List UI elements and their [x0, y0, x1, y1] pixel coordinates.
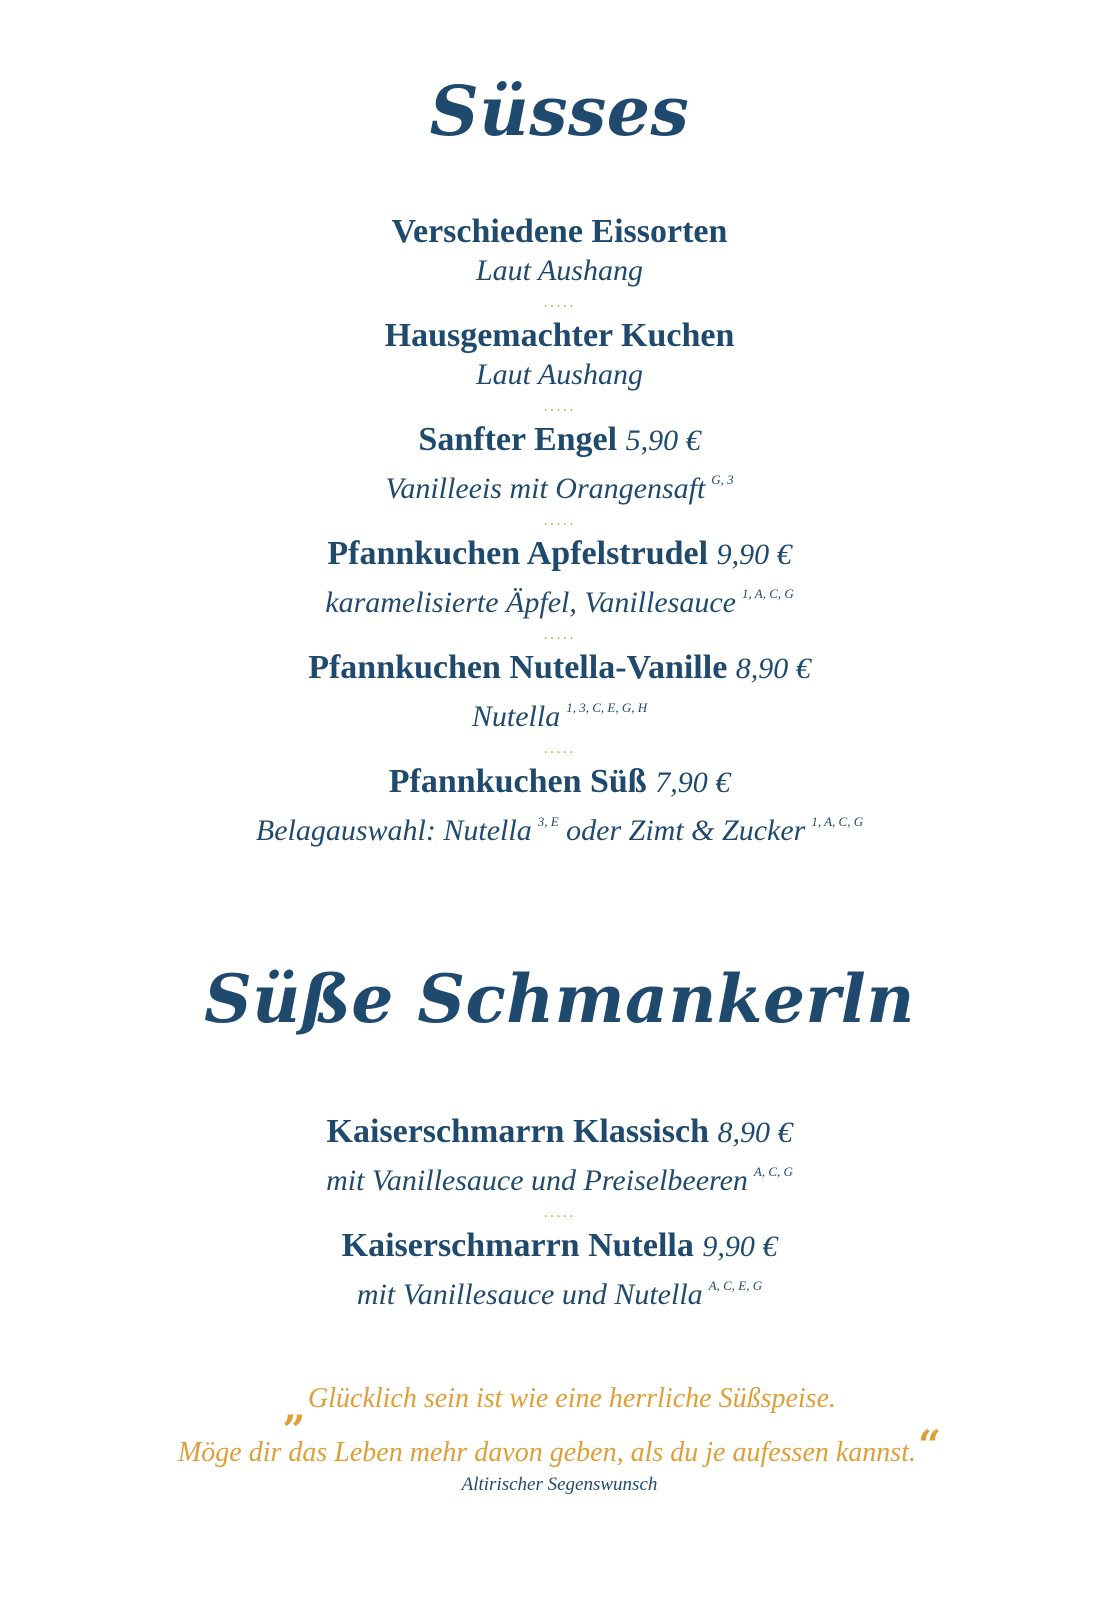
allergen-codes: 1, A, C, G — [741, 586, 794, 601]
item-name: Hausgemachter Kuchen — [384, 317, 735, 354]
allergen-codes: 1, 3, C, E, G, H — [566, 700, 648, 715]
menu-item — [0, 534, 1119, 622]
blessing-quote — [0, 1380, 1119, 1472]
item-description: Vanilleeis mit Orangensaft — [385, 472, 706, 505]
item-description: Nutella — [471, 700, 561, 733]
open-quote-icon: „ — [283, 1384, 307, 1431]
quote-line-2: Möge dir das Leben mehr davon geben, als du je aufessen kannst. — [177, 1437, 916, 1468]
separator-dots: ..... — [543, 295, 576, 311]
item-price: 8,90 € — [735, 652, 811, 685]
allergen-codes: 3, E — [537, 814, 559, 829]
allergen-codes: A, C, G — [753, 1164, 793, 1179]
menu-list-schmankerln — [0, 1112, 1119, 1314]
separator-dots: ..... — [543, 741, 576, 757]
menu-item — [0, 1226, 1119, 1314]
item-price: 8,90 € — [717, 1116, 793, 1149]
separator-dots: ..... — [543, 1205, 576, 1221]
item-description: Belagauswahl: Nutella — [255, 814, 532, 847]
allergen-codes: 1, A, C, G — [811, 814, 864, 829]
menu-item — [0, 420, 1119, 508]
item-description: karamelisierte Äpfel, Vanillesauce — [325, 586, 736, 619]
item-price: 5,90 € — [625, 424, 701, 457]
separator-dots: ..... — [543, 513, 576, 529]
item-price: 9,90 € — [702, 1230, 778, 1263]
item-description-alt: oder Zimt & Zucker — [566, 814, 806, 847]
menu-item — [0, 316, 1119, 394]
close-quote-icon: “ — [917, 1422, 941, 1469]
item-name: Sanfter Engel — [418, 421, 618, 458]
item-price: 9,90 € — [716, 538, 792, 571]
item-name: Verschiedene Eissorten — [391, 213, 728, 250]
item-name: Kaiserschmarrn Nutella — [341, 1227, 694, 1264]
quote-source: Altirischer Segenswunsch — [461, 1474, 658, 1495]
allergen-codes: A, C, E, G — [708, 1278, 763, 1293]
item-name: Pfannkuchen Nutella-Vanille — [308, 649, 728, 686]
section-title-schmankerln: Süße Schmankerln — [204, 960, 915, 1038]
item-description: Laut Aushang — [476, 254, 643, 287]
item-name: Pfannkuchen Süß — [388, 763, 647, 800]
separator-dots: ..... — [543, 627, 576, 643]
quote-line-1: Glücklich sein ist wie eine herrliche Süßspeise. — [308, 1383, 836, 1414]
item-name: Pfannkuchen Apfelstrudel — [327, 535, 709, 572]
item-description: mit Vanillesauce und Nutella — [356, 1278, 703, 1311]
allergen-codes: G, 3 — [711, 472, 734, 487]
menu-item — [0, 1112, 1119, 1200]
item-description: mit Vanillesauce und Preiselbeeren — [326, 1164, 748, 1197]
menu-list-suesses — [0, 212, 1119, 850]
section-title-suesses: Süsses — [429, 72, 690, 152]
item-price: 7,90 € — [655, 766, 731, 799]
item-description: Laut Aushang — [476, 358, 643, 391]
menu-item — [0, 212, 1119, 290]
separator-dots: ..... — [543, 399, 576, 415]
menu-item — [0, 762, 1119, 850]
menu-item — [0, 648, 1119, 736]
item-name: Kaiserschmarrn Klassisch — [326, 1113, 709, 1150]
